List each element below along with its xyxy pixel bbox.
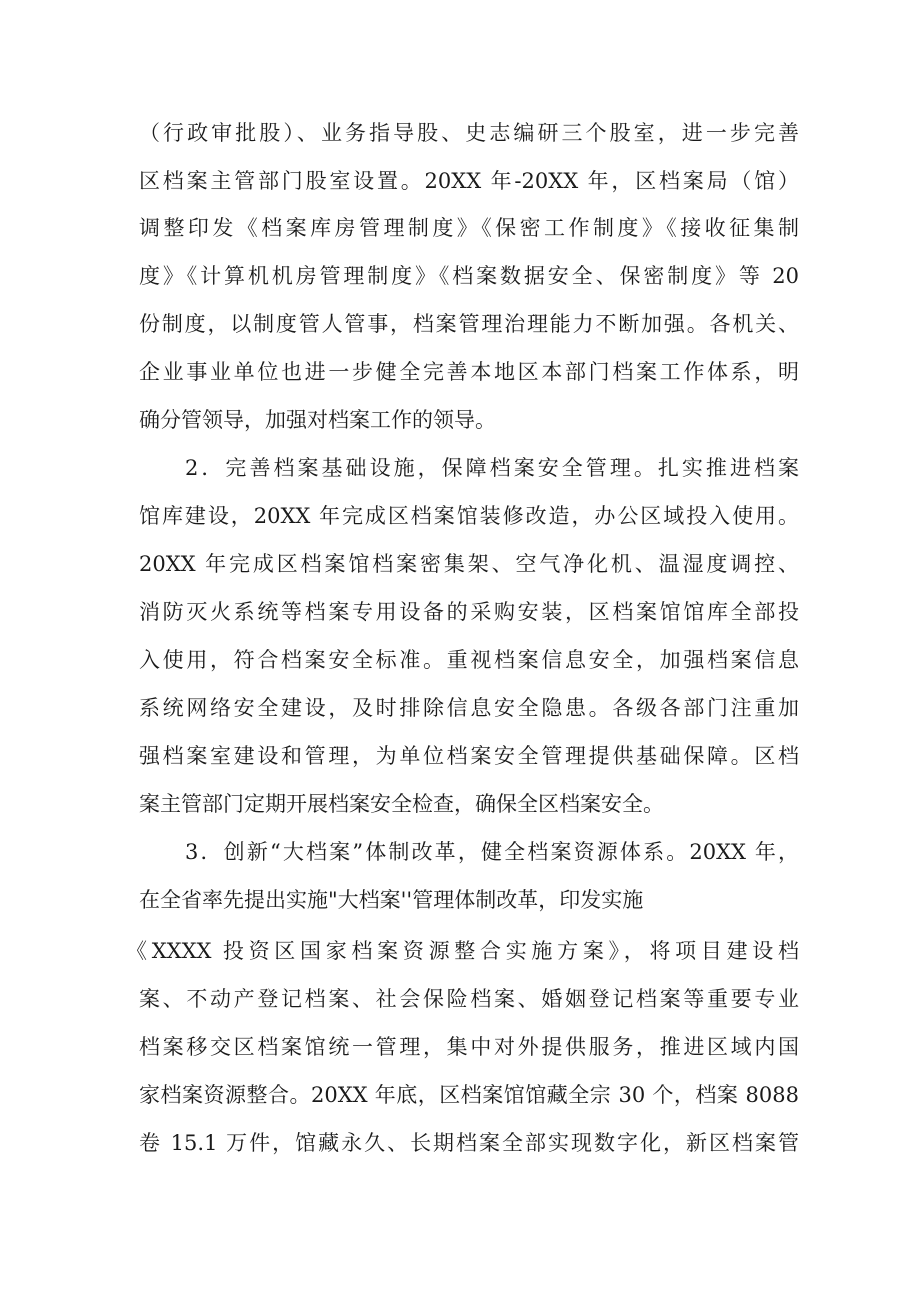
text-line: 案、不动产登记档案、社会保险档案、婚姻登记档案等重要专业 [139, 987, 799, 1011]
text-line: 确分管领导，加强对档案工作的领导。 [139, 408, 496, 432]
text-line: 在全省率先提出实施"大档案''管理体制改革，印发实施 [139, 888, 644, 912]
text-line: 档案移交区档案馆统一管理，集中对外提供服务，推进区域内国 [139, 1035, 799, 1059]
text-line: 入使用，符合档案安全标准。重视档案信息安全，加强档案信息 [139, 648, 799, 672]
text-line: 份制度，以制度管人管事，档案管理治理能力不断加强。各机关、 [139, 312, 799, 336]
text-line: 度》《计算机机房管理制度》《档案数据安全、保密制度》等 20 [139, 264, 799, 288]
text-line: 区档案主管部门股室设置。20XX 年-20XX 年，区档案局（馆） [139, 169, 799, 193]
text-line: 案主管部门定期开展档案安全检查，确保全区档案安全。 [139, 792, 664, 816]
text-line: 消防灭火系统等档案专用设备的采购安装，区档案馆馆库全部投 [139, 600, 799, 624]
text-line: 家档案资源整合。20XX 年底，区档案馆馆藏全宗 30 个，档案 8088 [139, 1083, 799, 1107]
text-line: 20XX 年完成区档案馆档案密集架、空气净化机、温湿度调控、 [139, 552, 799, 576]
text-line: 强档案室建设和管理，为单位档案安全管理提供基础保障。区档 [139, 744, 799, 768]
text-line: （行政审批股）、业务指导股、史志编研三个股室，进一步完善 [139, 121, 799, 145]
text-line: 企业事业单位也进一步健全完善本地区本部门档案工作体系，明 [139, 360, 799, 384]
text-line: 系统网络安全建设，及时排除信息安全隐患。各级各部门注重加 [139, 696, 799, 720]
text-line: 调整印发《档案库房管理制度》《保密工作制度》《接收征集制 [139, 216, 799, 240]
paragraph-heading-2: 2．完善档案基础设施，保障档案安全管理。扎实推进档案 [185, 456, 799, 480]
paragraph-heading-3: 3．创新“大档案”体制改革，健全档案资源体系。20XX 年， [185, 840, 799, 864]
text-line: 《XXXX 投资区国家档案资源整合实施方案》，将项目建设档 [126, 939, 799, 963]
text-line: 馆库建设，20XX 年完成区档案馆装修改造，办公区域投入使用。 [139, 504, 799, 528]
text-line: 卷 15.1 万件，馆藏永久、长期档案全部实现数字化，新区档案管 [139, 1131, 799, 1155]
